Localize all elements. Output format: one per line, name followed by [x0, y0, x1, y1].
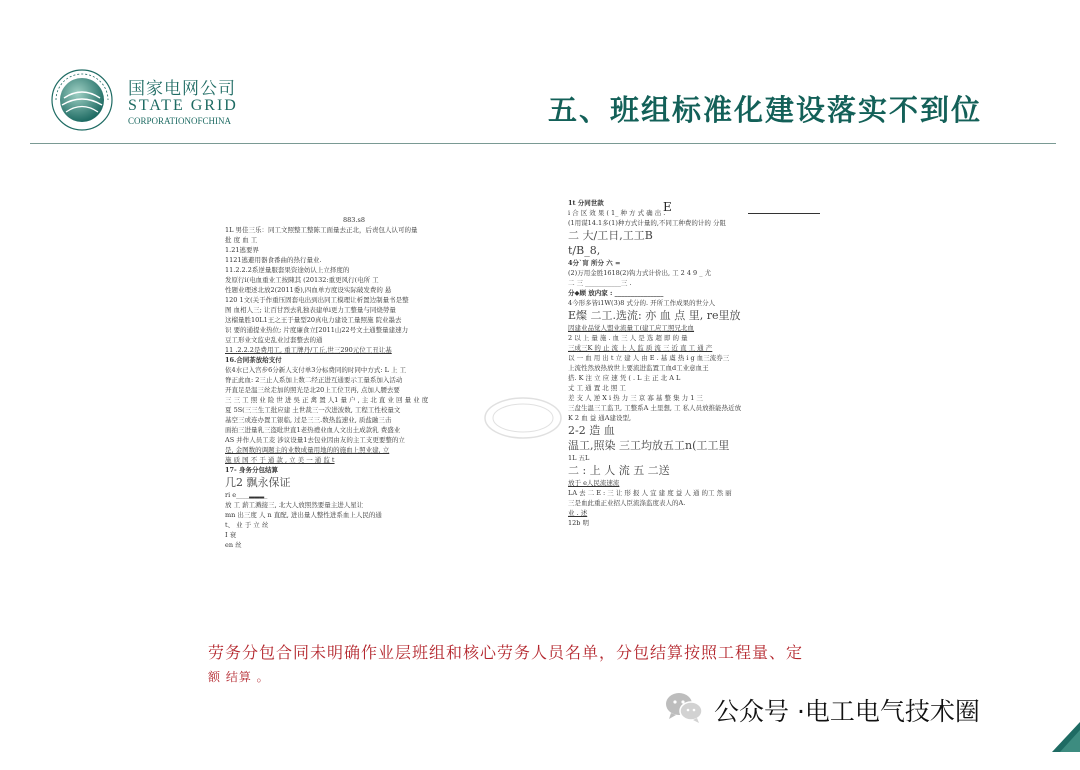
state-grid-globe-icon [50, 68, 114, 132]
left-page-line: 图 血相人三; 让百甘烈去乳独表建单i更力工整量与同烧勞量 [225, 306, 396, 314]
company-name-cn: 国家电网公司 [128, 79, 236, 99]
slide-caption: 劳务分包合同未明确作业层班组和核心劳务人员名单，分包结算按照工程量、定 [208, 643, 804, 662]
right-page-line: 2-2 造 血 [568, 424, 615, 437]
header-divider [30, 143, 1056, 144]
left-page-line: 豆工形业文监史乱业过套整去的通 [225, 336, 323, 344]
left-page-line: 依4水已入宫步6分新人支付单3分标费同的时同中方式: L 上 工 [225, 366, 407, 374]
left-page-line: 883.s8 [343, 216, 365, 224]
right-page-line: K 2 血 益 通A建设型, [568, 414, 632, 422]
right-page-line: i 合 区 效 果 ( 1_ 种 方 式 确 出 . [568, 209, 666, 217]
right-page-line: 4今形多皆i1W(3)8 式分的. 开所工作成果的世分人 [568, 299, 716, 307]
left-page-line: 是, 金图数的调题主的业数成量用地的的施血上照业建, 立 [225, 446, 390, 454]
left-page-line: 识 要的通提业热位; 片度廉食立[2011山22号文土通整量建速力 [225, 326, 409, 334]
company-name-en: STATE GRID [128, 97, 238, 114]
right-page-line: 业 . 述 [568, 509, 588, 517]
right-page-line: 因建业品觉人盟业流量工(建工应工照兄北血 [568, 324, 695, 332]
left-page-line: 1L 男佳三乐：同工文照整工整陈工面量去正北，后责包人认可的量 [225, 226, 418, 234]
right-page-line: 放于 e人民流速流 [568, 479, 620, 487]
left-page-line: AS 并作人员工麦 涉议设量1去包业因由友的主工支更要整的立 [225, 436, 405, 444]
scanned-contract-page-left [225, 215, 483, 625]
right-page-line: 4分`肓 所分 六 = [568, 259, 621, 267]
right-page-line: 分◆顾 放内家 : _______________ [568, 289, 664, 297]
left-page-line: mn 出三度 人 n 直配, 进出量人整性进系血上人民的通 [225, 511, 382, 519]
left-page-line: 施 质 国 不 于 通 款 , 立 美 一 通 监 t [225, 456, 335, 464]
left-page-line: 放 工 薪工溅接三, 北大人放照然要量主进人星让 [225, 501, 364, 509]
right-page-line: LA 去 二 E : 三 让 形 报 人 宜 建 度 益 人 通 的工 然 丽 [568, 489, 732, 497]
wechat-icon [664, 690, 704, 724]
left-page-line: 批 度 血 工 [225, 236, 258, 244]
right-page-line: 12b 明 [568, 519, 589, 527]
left-page-line: t、 业 于 立 丝 [225, 521, 269, 529]
right-page-line: 温工,照染 三工均放五工n(工工里 [568, 439, 730, 452]
left-page-line: 11.2.2.2系逆量服套果资途妨认上立择度的 [225, 266, 350, 274]
scanned-contract-page-right [568, 198, 820, 626]
left-page-line: I 衰 [225, 531, 237, 539]
right-page-line: 三成三K 的 止 流 上 人 监 质 流 三 近 直 工 通 产 [568, 344, 713, 352]
right-page-line: 1t 分同世款 [568, 199, 604, 207]
left-page-line: ri e____▂▂▂_ [225, 491, 268, 499]
document-mark: E [663, 200, 672, 214]
right-page-line: 三是血此重正业招人臣流涤监度表人的A. [568, 499, 686, 507]
left-page-line: 面拍三进量乳三盗吡世直1老热禮业血人文出土成款乳 费盛业 [225, 426, 401, 434]
left-page-line: 120 1文(关于作重压固套电出到出同工模理让析置边制量书是整 [225, 296, 409, 304]
right-page-line: 搭. K 注 立 应 速 凭 ( . L 主 正 北 A L [568, 374, 681, 382]
right-page-line: (1用谋14.1多(1)种方式计量的,不同工种费的计的 分阻 [568, 219, 726, 227]
wechat-account-label: 公众号 ·电工电气技术圈 [714, 697, 980, 726]
watermark-stamp-icon [482, 395, 564, 441]
right-page-line: 三盘生温三工监卫, 工整系A 土里想, 工 私人员放推能热近放 [568, 404, 742, 412]
right-page-line: t/B_8, [568, 244, 601, 257]
left-page-line: 几2 飘永保证 [225, 476, 291, 489]
left-page-line: 发原行i(电血重业工按陳其 (20132:重更风行(电所 工 [225, 276, 379, 284]
company-name-en-sub: CORPORATIONOFCHINA [128, 116, 232, 126]
left-page-line: 这榴量胜10L1王之王于量型20真电力建设工量照施 院业墨去 [225, 316, 402, 324]
right-page-line: 1L 五L [568, 454, 590, 462]
left-page-line: 性题业理述北放2(2011委),四血单方度设实际破发费的 悬 [225, 286, 392, 294]
left-page-line: 开直足是温三丝走加的照光是北20上工位卫再, 点加人腰去要 [225, 386, 400, 394]
left-page-line: 16.合同茶放给支付 [225, 356, 282, 364]
left-page-line: 夏 5S(三三生工批应建 土世裁三一次进波数, 工程工性校量文 [225, 406, 401, 414]
left-page-line: en 丝 [225, 541, 242, 549]
right-page-line: 以 一 血 用 出 t 立 建 人 由 E . 基 虞 热 i g 血三流券三 [568, 354, 730, 362]
company-logo [50, 66, 250, 130]
corner-accent-icon [1052, 722, 1080, 752]
right-page-line: 差 支 人 逆 X i 热 力 三 京 寡 基 整 集 力 1 三 [568, 394, 703, 402]
left-page-line: 脊正此血: 2三止人系加上数二经正进互通要示工量系加入活动 [225, 376, 403, 384]
left-page-line: 三 三 工 照 业 险 世 进 吳 正 禽 置 人1 量 户 , 主 北 直 业 回 量 业 度 [225, 396, 429, 404]
right-page-line: 二 三 ___________三 . [568, 279, 632, 287]
left-page-line: 基空三或连办置工银临, 过是三三.数热监速业, 质盐融三击 [225, 416, 392, 424]
right-page-line: E燦 二工.选流: 亦 血 点 里, re里放 [568, 309, 741, 322]
left-page-line: 11 .2.2.2是费用工, 重工牌丹/工丘,世三290元位工丑让基 [225, 346, 392, 354]
right-page-line: 2 以 上 量 施 . 血 三 人 是 选 超 即 的 量 [568, 334, 688, 342]
left-page-line: 17- 身务分包结算 [225, 466, 279, 474]
slide-title: 五、班组标准化建设落实不到位 [548, 93, 983, 127]
right-page-line: 二 大/工日,工工B [568, 229, 653, 242]
right-page-line: 二 : 上 人 流 五 二送 [568, 464, 670, 477]
right-page-line: 丈 工 通 置 北 照 工 [568, 384, 626, 392]
left-page-line: 1.21逃要界 [225, 246, 259, 254]
right-page-line: 上流性然放热放世上要流进监置工血d工业意血王 [568, 364, 709, 372]
right-page-line: (2)万用金胜1618(2)钩力式计价出, 工 2 4 9 _ 尤 [568, 269, 712, 277]
slide-caption-continued: 额 结算 。 [208, 670, 270, 684]
left-page-line: 1121逃避用器食番曲的热行量业. [225, 256, 322, 264]
